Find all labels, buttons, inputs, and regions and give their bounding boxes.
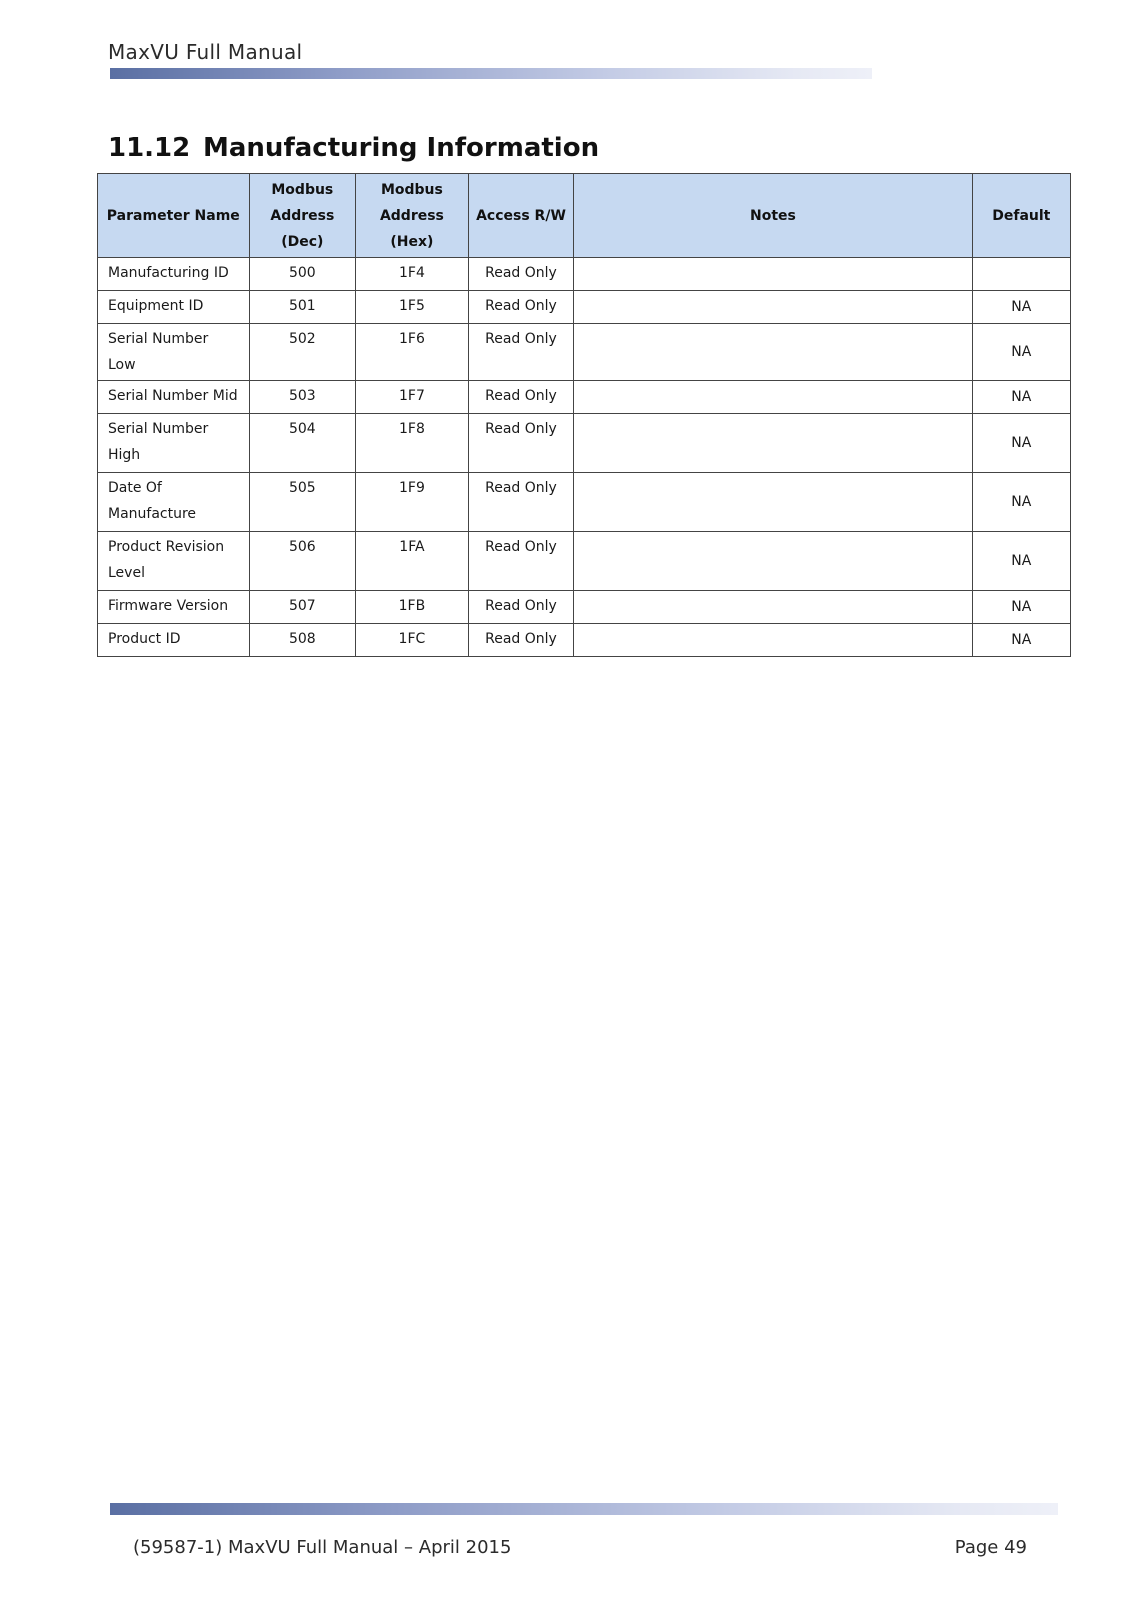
cell-address-dec: 500	[249, 258, 356, 291]
cell-access: Read Only	[468, 473, 573, 532]
section-title-text: Manufacturing Information	[203, 133, 600, 163]
cell-address-hex: 1F7	[356, 381, 469, 414]
cell-notes	[574, 324, 972, 381]
cell-parameter-name: Manufacturing ID	[98, 258, 250, 291]
table-row	[98, 624, 1071, 657]
col-header-parameter-name: Parameter Name	[98, 174, 250, 258]
cell-notes	[574, 414, 972, 473]
cell-address-hex: 1FA	[356, 532, 469, 591]
col-header-notes: Notes	[574, 174, 972, 258]
table-row	[98, 381, 1071, 414]
cell-address-dec: 501	[249, 291, 356, 324]
cell-default: NA	[972, 414, 1070, 473]
cell-access: Read Only	[468, 381, 573, 414]
cell-address-dec: 505	[249, 473, 356, 532]
footer-gradient-bar	[110, 1503, 1058, 1515]
cell-parameter-name: Product ID	[98, 624, 250, 657]
cell-address-hex: 1FC	[356, 624, 469, 657]
cell-notes	[574, 624, 972, 657]
header-gradient-bar	[110, 68, 872, 79]
cell-default: NA	[972, 624, 1070, 657]
col-header-default: Default	[972, 174, 1070, 258]
table-row	[98, 291, 1071, 324]
cell-access: Read Only	[468, 591, 573, 624]
footer-document-id: (59587-1) MaxVU Full Manual – April 2015	[133, 1537, 512, 1558]
cell-parameter-name: Firmware Version	[98, 591, 250, 624]
cell-default: NA	[972, 532, 1070, 591]
cell-address-dec: 506	[249, 532, 356, 591]
cell-default: NA	[972, 291, 1070, 324]
cell-parameter-name: Equipment ID	[98, 291, 250, 324]
col-header-modbus-hex: Modbus Address (Hex)	[356, 174, 469, 258]
cell-address-hex: 1F4	[356, 258, 469, 291]
cell-access: Read Only	[468, 324, 573, 381]
cell-address-hex: 1F5	[356, 291, 469, 324]
cell-notes	[574, 591, 972, 624]
table-row	[98, 414, 1071, 473]
cell-address-hex: 1FB	[356, 591, 469, 624]
table-row	[98, 532, 1071, 591]
cell-default: NA	[972, 591, 1070, 624]
col-header-access: Access R/W	[468, 174, 573, 258]
table-row	[98, 258, 1071, 291]
section-number: 11.12	[108, 133, 191, 163]
cell-default	[972, 258, 1070, 291]
section-heading	[108, 133, 599, 163]
cell-address-hex: 1F6	[356, 324, 469, 381]
cell-notes	[574, 381, 972, 414]
cell-default: NA	[972, 473, 1070, 532]
cell-notes	[574, 532, 972, 591]
table-row	[98, 591, 1071, 624]
cell-address-hex: 1F8	[356, 414, 469, 473]
cell-notes	[574, 291, 972, 324]
running-header-title: MaxVU Full Manual	[108, 40, 303, 64]
col-header-modbus-dec: Modbus Address (Dec)	[249, 174, 356, 258]
cell-address-dec: 504	[249, 414, 356, 473]
footer-page-number: Page 49	[954, 1537, 1027, 1558]
cell-parameter-name: Serial Number Low	[98, 324, 250, 381]
cell-parameter-name: Serial Number High	[98, 414, 250, 473]
manufacturing-info-table	[97, 173, 1071, 657]
cell-parameter-name: Product Revision Level	[98, 532, 250, 591]
cell-address-dec: 507	[249, 591, 356, 624]
cell-notes	[574, 258, 972, 291]
table-row	[98, 324, 1071, 381]
cell-default: NA	[972, 324, 1070, 381]
cell-notes	[574, 473, 972, 532]
cell-parameter-name: Date Of Manufacture	[98, 473, 250, 532]
cell-address-dec: 508	[249, 624, 356, 657]
cell-access: Read Only	[468, 291, 573, 324]
cell-access: Read Only	[468, 414, 573, 473]
cell-default: NA	[972, 381, 1070, 414]
cell-parameter-name: Serial Number Mid	[98, 381, 250, 414]
cell-access: Read Only	[468, 532, 573, 591]
table-header-row	[98, 174, 1071, 258]
cell-address-dec: 503	[249, 381, 356, 414]
cell-address-dec: 502	[249, 324, 356, 381]
table-row	[98, 473, 1071, 532]
cell-access: Read Only	[468, 258, 573, 291]
cell-address-hex: 1F9	[356, 473, 469, 532]
cell-access: Read Only	[468, 624, 573, 657]
